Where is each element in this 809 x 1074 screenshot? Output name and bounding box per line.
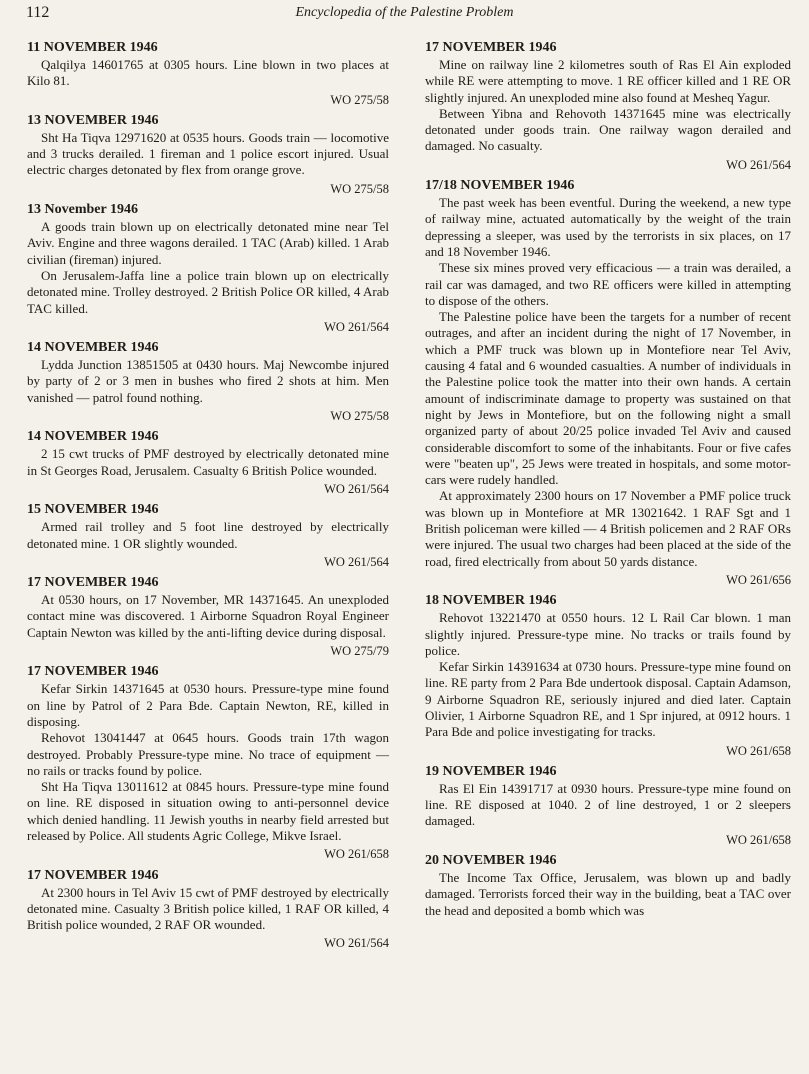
entry-date: 17 NOVEMBER 1946 (27, 664, 159, 680)
entry-paragraph: The past week has been eventful. During the weekend, a new type of railway mine, actuated automatically by the weight of the train depressing a sleeper, was used by the terrorists in six places, on 17 and 18 November 1946. (425, 195, 791, 259)
log-entry (425, 40, 791, 173)
log-entry (27, 664, 389, 862)
entry-date: 15 NOVEMBER 1946 (27, 502, 159, 518)
log-entry (425, 178, 791, 588)
log-entry (27, 340, 389, 424)
archive-reference: WO 275/58 (330, 181, 389, 196)
entry-date: 20 NOVEMBER 1946 (425, 853, 557, 869)
running-title: Encyclopedia of the Palestine Problem (295, 5, 514, 20)
entry-paragraph: Rehovot 13041447 at 0645 hours. Goods train 17th wagon destroyed. Probably Pressure-type mine. No trace of equipment — no rails or tracks found by police. (27, 730, 389, 778)
archive-reference: WO 261/564 (324, 481, 389, 496)
entry-paragraph: The Income Tax Office, Jerusalem, was blown up and badly damaged. Terrorists forced their way in the building, beat a TAC over the head and deposited a bomb which was (425, 870, 791, 918)
archive-reference: WO 275/58 (330, 409, 389, 424)
archive-reference: WO 275/58 (330, 92, 389, 107)
log-entry (27, 575, 389, 659)
right-column (425, 40, 791, 924)
entry-paragraph: At 2300 hours in Tel Aviv 15 cwt of PMF destroyed by electrically detonated mine. Casualty 3 British police killed, 1 RAF OR killed, 4 British police wounded, 2 RAF OR wounded. (27, 884, 389, 933)
entry-paragraph: The Palestine police have been the targets for a number of recent outrages, and after an incident during the night of 17 November, in which a PMF truck was blown up in Montefiore near Tel Aviv, causing 4 fatal and 6 wounded casualties. A number of individuals in the Palestine police took the matter into their own hands. A certain amount of indiscriminate damage to property was sustained on that night by Jews in Montefiore, but on the following night a small organized party of about 20/25 police invaded Tel Aviv and caused considerable discomfort to some of the inhabitants. Four or five cafes were "beaten up", 25 Jews were treated in hospitals, and some motor-cars were rudely handled. (425, 309, 791, 488)
log-entry (27, 113, 389, 197)
entry-paragraph: At 0530 hours, on 17 November, MR 14371645. An unexploded contact mine was discovered. 1 Airborne Squadron Royal Engineer Captain Newton was killed by the anti-lifting device during disposal. (27, 592, 389, 640)
entry-paragraph: At approximately 2300 hours on 17 November a PMF police truck was blown up in Montefiore at MR 13021642. 1 RAF Sgt and 1 British policeman were killed — 4 British policemen and 2 RAF ORs were injured. The usual two charges had been placed at the side of the road, fired electrically from about 50 yards distance. (425, 488, 791, 569)
left-column (27, 40, 389, 957)
entry-paragraph: Mine on railway line 2 kilometres south of Ras El Ain exploded while RE were attempting to move. 1 RE officer killed and 1 RE OR slightly injured. An unexploded mine also found at Mesheq Yagur. (425, 57, 791, 105)
log-entry (27, 40, 389, 108)
entry-date: 17/18 NOVEMBER 1946 (425, 178, 575, 194)
entry-date: 14 NOVEMBER 1946 (27, 429, 159, 445)
archive-reference: WO 261/658 (324, 847, 389, 862)
archive-reference: WO 261/658 (726, 743, 791, 758)
entry-date: 17 NOVEMBER 1946 (27, 867, 159, 883)
entry-paragraph: Between Yibna and Rehovoth 14371645 mine was electrically detonated under goods train. One railway wagon derailed and damaged. No casualty. (425, 105, 791, 154)
log-entry (27, 202, 389, 335)
archive-reference: WO 261/564 (324, 936, 389, 951)
entry-paragraph: Qalqilya 14601765 at 0305 hours. Line blown in two places at Kilo 81. (27, 57, 389, 89)
entry-paragraph: On Jerusalem-Jaffa line a police train blown up on electrically detonated mine. Trolley destroyed. 2 British Police OR killed, 4 Arab TAC killed. (27, 267, 389, 316)
entry-paragraph: 2 15 cwt trucks of PMF destroyed by electrically detonated mine in St Georges Road, Jerusalem. Casualty 6 British Police wounded. (27, 446, 389, 478)
entry-date: 17 NOVEMBER 1946 (425, 40, 557, 55)
entry-date: 13 NOVEMBER 1946 (27, 112, 159, 128)
page-header (26, 4, 783, 28)
page-number: 112 (26, 4, 50, 21)
entry-paragraph: These six mines proved very efficacious — a train was derailed, a rail car was damaged, and two RE officers were killed in attempting to dispose of the others. (425, 260, 791, 308)
entry-paragraph: Sht Ha Tiqva 13011612 at 0845 hours. Pressure-type mine found on line. RE disposed in situation owing to anti-personnel device which denied handling. 11 Jewish youths in nearby field arrested but released by Police. All students Agric College, Mikve Israel. (27, 779, 389, 843)
entry-date: 17 NOVEMBER 1946 (27, 575, 159, 591)
entry-paragraph: Armed rail trolley and 5 foot line destroyed by electrically detonated mine. 1 OR slightly wounded. (27, 519, 389, 551)
entry-date: 13 November 1946 (27, 202, 138, 218)
archive-reference: WO 261/564 (324, 319, 389, 334)
archive-reference: WO 275/79 (330, 644, 389, 659)
entry-paragraph: A goods train blown up on electrically detonated mine near Tel Aviv. Engine and three wagons derailed. 1 TAC (Arab) killed. 1 Arab civilian (fireman) injured. (27, 219, 389, 267)
log-entry (425, 853, 791, 919)
log-entry (425, 593, 791, 759)
entry-paragraph: Lydda Junction 13851505 at 0430 hours. Maj Newcombe injured by party of 2 or 3 men in bushes who fired 2 shots at him. Men vanished — patrol found nothing. (27, 357, 389, 405)
entry-date: 19 NOVEMBER 1946 (425, 763, 557, 779)
log-entry (27, 868, 389, 952)
entry-paragraph: Rehovot 13221470 at 0550 hours. 12 L Rail Car blown. 1 man slightly injured. Pressure-type mine. No tracks or trails found by police. (425, 610, 791, 658)
entry-date: 18 NOVEMBER 1946 (425, 593, 557, 609)
log-entry (27, 502, 389, 570)
entry-paragraph: Ras El Ein 14391717 at 0930 hours. Pressure-type mine found on line. RE disposed at 1040. 2 of line destroyed, 1 or 2 sleepers damaged. (425, 780, 791, 829)
archive-reference: WO 261/656 (726, 572, 791, 587)
archive-reference: WO 261/564 (726, 157, 791, 172)
entry-paragraph: Sht Ha Tiqva 12971620 at 0535 hours. Goods train — locomotive and 3 trucks derailed. 1 fireman and 1 police escort injured. Usual electric charges detonated by flex from orange grove. (27, 129, 389, 178)
log-entry (27, 429, 389, 497)
entry-paragraph: Kefar Sirkin 14391634 at 0730 hours. Pressure-type mine found on line. RE party from 2 Para Bde undertook disposal. Captain Adamson, 9 Airborne Squadron RE, seriously injured and died later. Captain Olivier, 1 Airborne Squadron RE, and 1 Spr injured, at 0912 hours. 1 Para Bde and police investigating for tracks. (425, 659, 791, 740)
entry-date: 14 NOVEMBER 1946 (27, 340, 159, 356)
archive-reference: WO 261/564 (324, 554, 389, 569)
entry-paragraph: Kefar Sirkin 14371645 at 0530 hours. Pressure-type mine found on line by Patrol of 2 Para Bde. Captain Newton, RE, killed in disposing. (27, 681, 389, 729)
log-entry (425, 764, 791, 848)
archive-reference: WO 261/658 (726, 832, 791, 847)
entry-date: 11 NOVEMBER 1946 (27, 40, 158, 55)
